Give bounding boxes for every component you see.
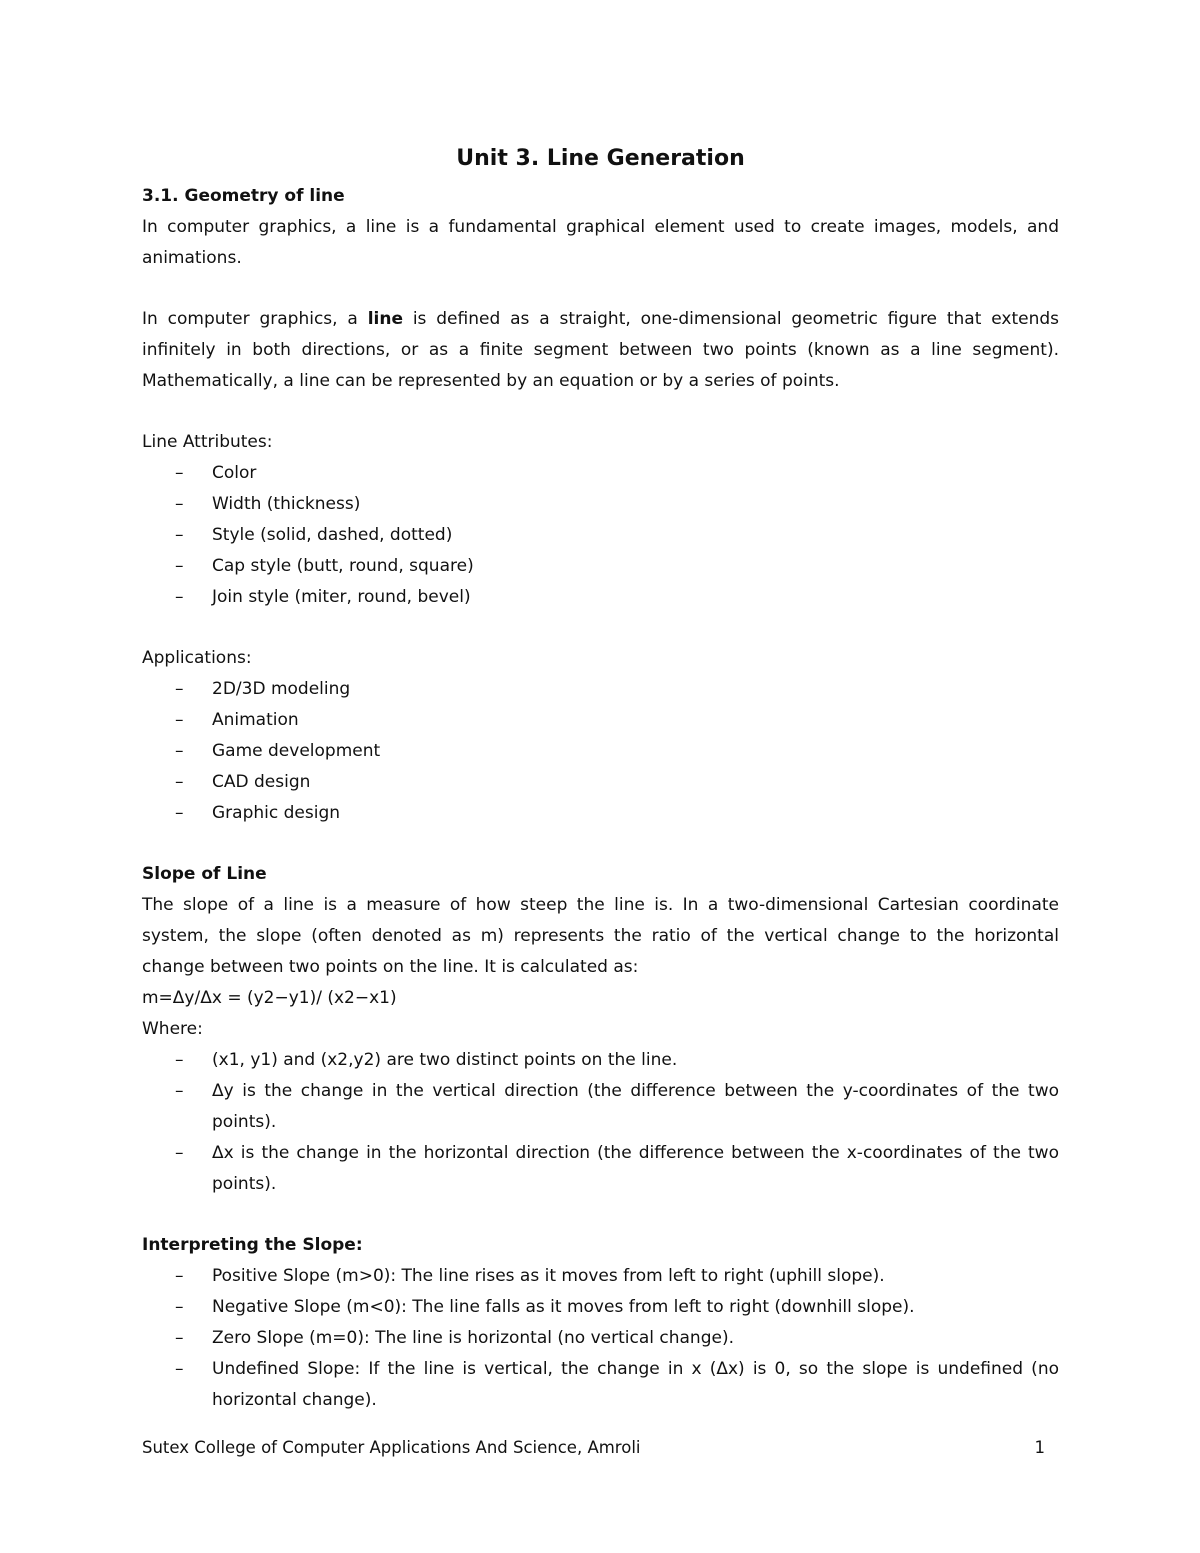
- list-item: [142, 551, 1059, 582]
- definition-text-line: Mathematically, a line can be represented by an equation or by a series of points.: [142, 371, 840, 391]
- page-number: 1: [1034, 1438, 1045, 1457]
- list-item-text: 2D/3D modeling: [212, 679, 351, 699]
- footer-text: Sutex College of Computer Applications And Science, Amroli: [142, 1438, 641, 1457]
- list-item: [142, 1261, 1059, 1292]
- slope-text-line: change between two points on the line. It is calculated as:: [142, 957, 639, 977]
- list-item-continuation: points).: [212, 1174, 277, 1194]
- list-item-text: Zero Slope (m=0): The line is horizontal (no vertical change).: [212, 1328, 734, 1348]
- list-item: [142, 1138, 1059, 1169]
- dash-bullet: –: [175, 525, 184, 545]
- dash-bullet: –: [175, 1050, 184, 1070]
- spacer: [142, 397, 1059, 427]
- list-item-text: Game development: [212, 741, 381, 761]
- list-item: [142, 767, 1059, 798]
- dash-bullet: –: [175, 1359, 184, 1379]
- dash-bullet: –: [175, 1297, 184, 1317]
- list-item-text: Animation: [212, 710, 299, 730]
- list-item-continuation: points).: [212, 1112, 277, 1132]
- slope-text-line: system, the slope (often denoted as m) represents the ratio of the vertical change to the horizontal: [142, 926, 1059, 946]
- list-item: [142, 1076, 1059, 1107]
- spacer: [142, 1200, 1059, 1230]
- intro-text-line: In computer graphics, a line is a fundamental graphical element used to create images, models, and: [142, 217, 1059, 237]
- list-item: [142, 674, 1059, 705]
- dash-bullet: –: [175, 741, 184, 761]
- list-item-text: Δx is the change in the horizontal direction (the difference between the x-coordinates of the two: [212, 1143, 1059, 1163]
- list-item-text: Width (thickness): [212, 494, 361, 514]
- list-item-continuation: horizontal change).: [212, 1390, 377, 1410]
- intro-text-line: animations.: [142, 248, 242, 268]
- slope-text-line: The slope of a line is a measure of how steep the line is. In a two-dimensional Cartesian coordinate: [142, 895, 1059, 915]
- slope-formula: m=Δy/Δx = (y2−y1)/ (x2−x1): [142, 988, 397, 1008]
- attributes-label: Line Attributes:: [142, 432, 273, 452]
- list-item: [142, 1292, 1059, 1323]
- list-item: [142, 1354, 1059, 1385]
- list-item: [142, 705, 1059, 736]
- list-item: [142, 458, 1059, 489]
- spacer: [142, 829, 1059, 859]
- page-content: [142, 143, 1059, 1416]
- list-item: [142, 798, 1059, 829]
- dash-bullet: –: [175, 772, 184, 792]
- list-item-text: Negative Slope (m<0): The line falls as it moves from left to right (downhill slope).: [212, 1297, 915, 1317]
- list-item-text: Join style (miter, round, bevel): [212, 587, 471, 607]
- list-item: [142, 1045, 1059, 1076]
- definition-text: In computer graphics, a: [142, 309, 368, 329]
- spacer: [142, 274, 1059, 304]
- dash-bullet: –: [175, 556, 184, 576]
- list-item-text: Style (solid, dashed, dotted): [212, 525, 453, 545]
- page-title: Unit 3. Line Generation: [456, 146, 745, 171]
- dash-bullet: –: [175, 463, 184, 483]
- definition-term: line: [367, 309, 403, 329]
- dash-bullet: –: [175, 494, 184, 514]
- list-item-text: Undefined Slope: If the line is vertical, the change in x (Δx) is 0, so the slope is undefined (no: [212, 1359, 1059, 1379]
- dash-bullet: –: [175, 679, 184, 699]
- list-item-text: Cap style (butt, round, square): [212, 556, 474, 576]
- list-item-text: (x1, y1) and (x2,y2) are two distinct points on the line.: [212, 1050, 678, 1070]
- list-item-text: Δy is the change in the vertical direction (the difference between the y-coordinates of the two: [212, 1081, 1059, 1101]
- dash-bullet: –: [175, 1328, 184, 1348]
- definition-text-line: [142, 304, 1059, 335]
- section-heading: 3.1. Geometry of line: [142, 186, 345, 206]
- list-item-text: Positive Slope (m>0): The line rises as it moves from left to right (uphill slope).: [212, 1266, 885, 1286]
- interpreting-heading: Interpreting the Slope:: [142, 1235, 363, 1255]
- spacer: [142, 613, 1059, 643]
- page-footer: [142, 1433, 1059, 1463]
- where-label: Where:: [142, 1019, 203, 1039]
- list-item: [142, 1323, 1059, 1354]
- definition-text-line: infinitely in both directions, or as a finite segment between two points (known as a line segment).: [142, 340, 1059, 360]
- slope-heading: Slope of Line: [142, 864, 267, 884]
- definition-text: is defined as a straight, one-dimensional geometric figure that extends: [402, 309, 1060, 329]
- dash-bullet: –: [175, 1081, 184, 1101]
- dash-bullet: –: [175, 710, 184, 730]
- dash-bullet: –: [175, 1266, 184, 1286]
- list-item: [142, 736, 1059, 767]
- list-item: [142, 520, 1059, 551]
- list-item: [142, 489, 1059, 520]
- list-item-text: Color: [212, 463, 257, 483]
- dash-bullet: –: [175, 1143, 184, 1163]
- list-item-text: CAD design: [212, 772, 311, 792]
- applications-label: Applications:: [142, 648, 252, 668]
- dash-bullet: –: [175, 587, 184, 607]
- dash-bullet: –: [175, 803, 184, 823]
- list-item-text: Graphic design: [212, 803, 341, 823]
- list-item: [142, 582, 1059, 613]
